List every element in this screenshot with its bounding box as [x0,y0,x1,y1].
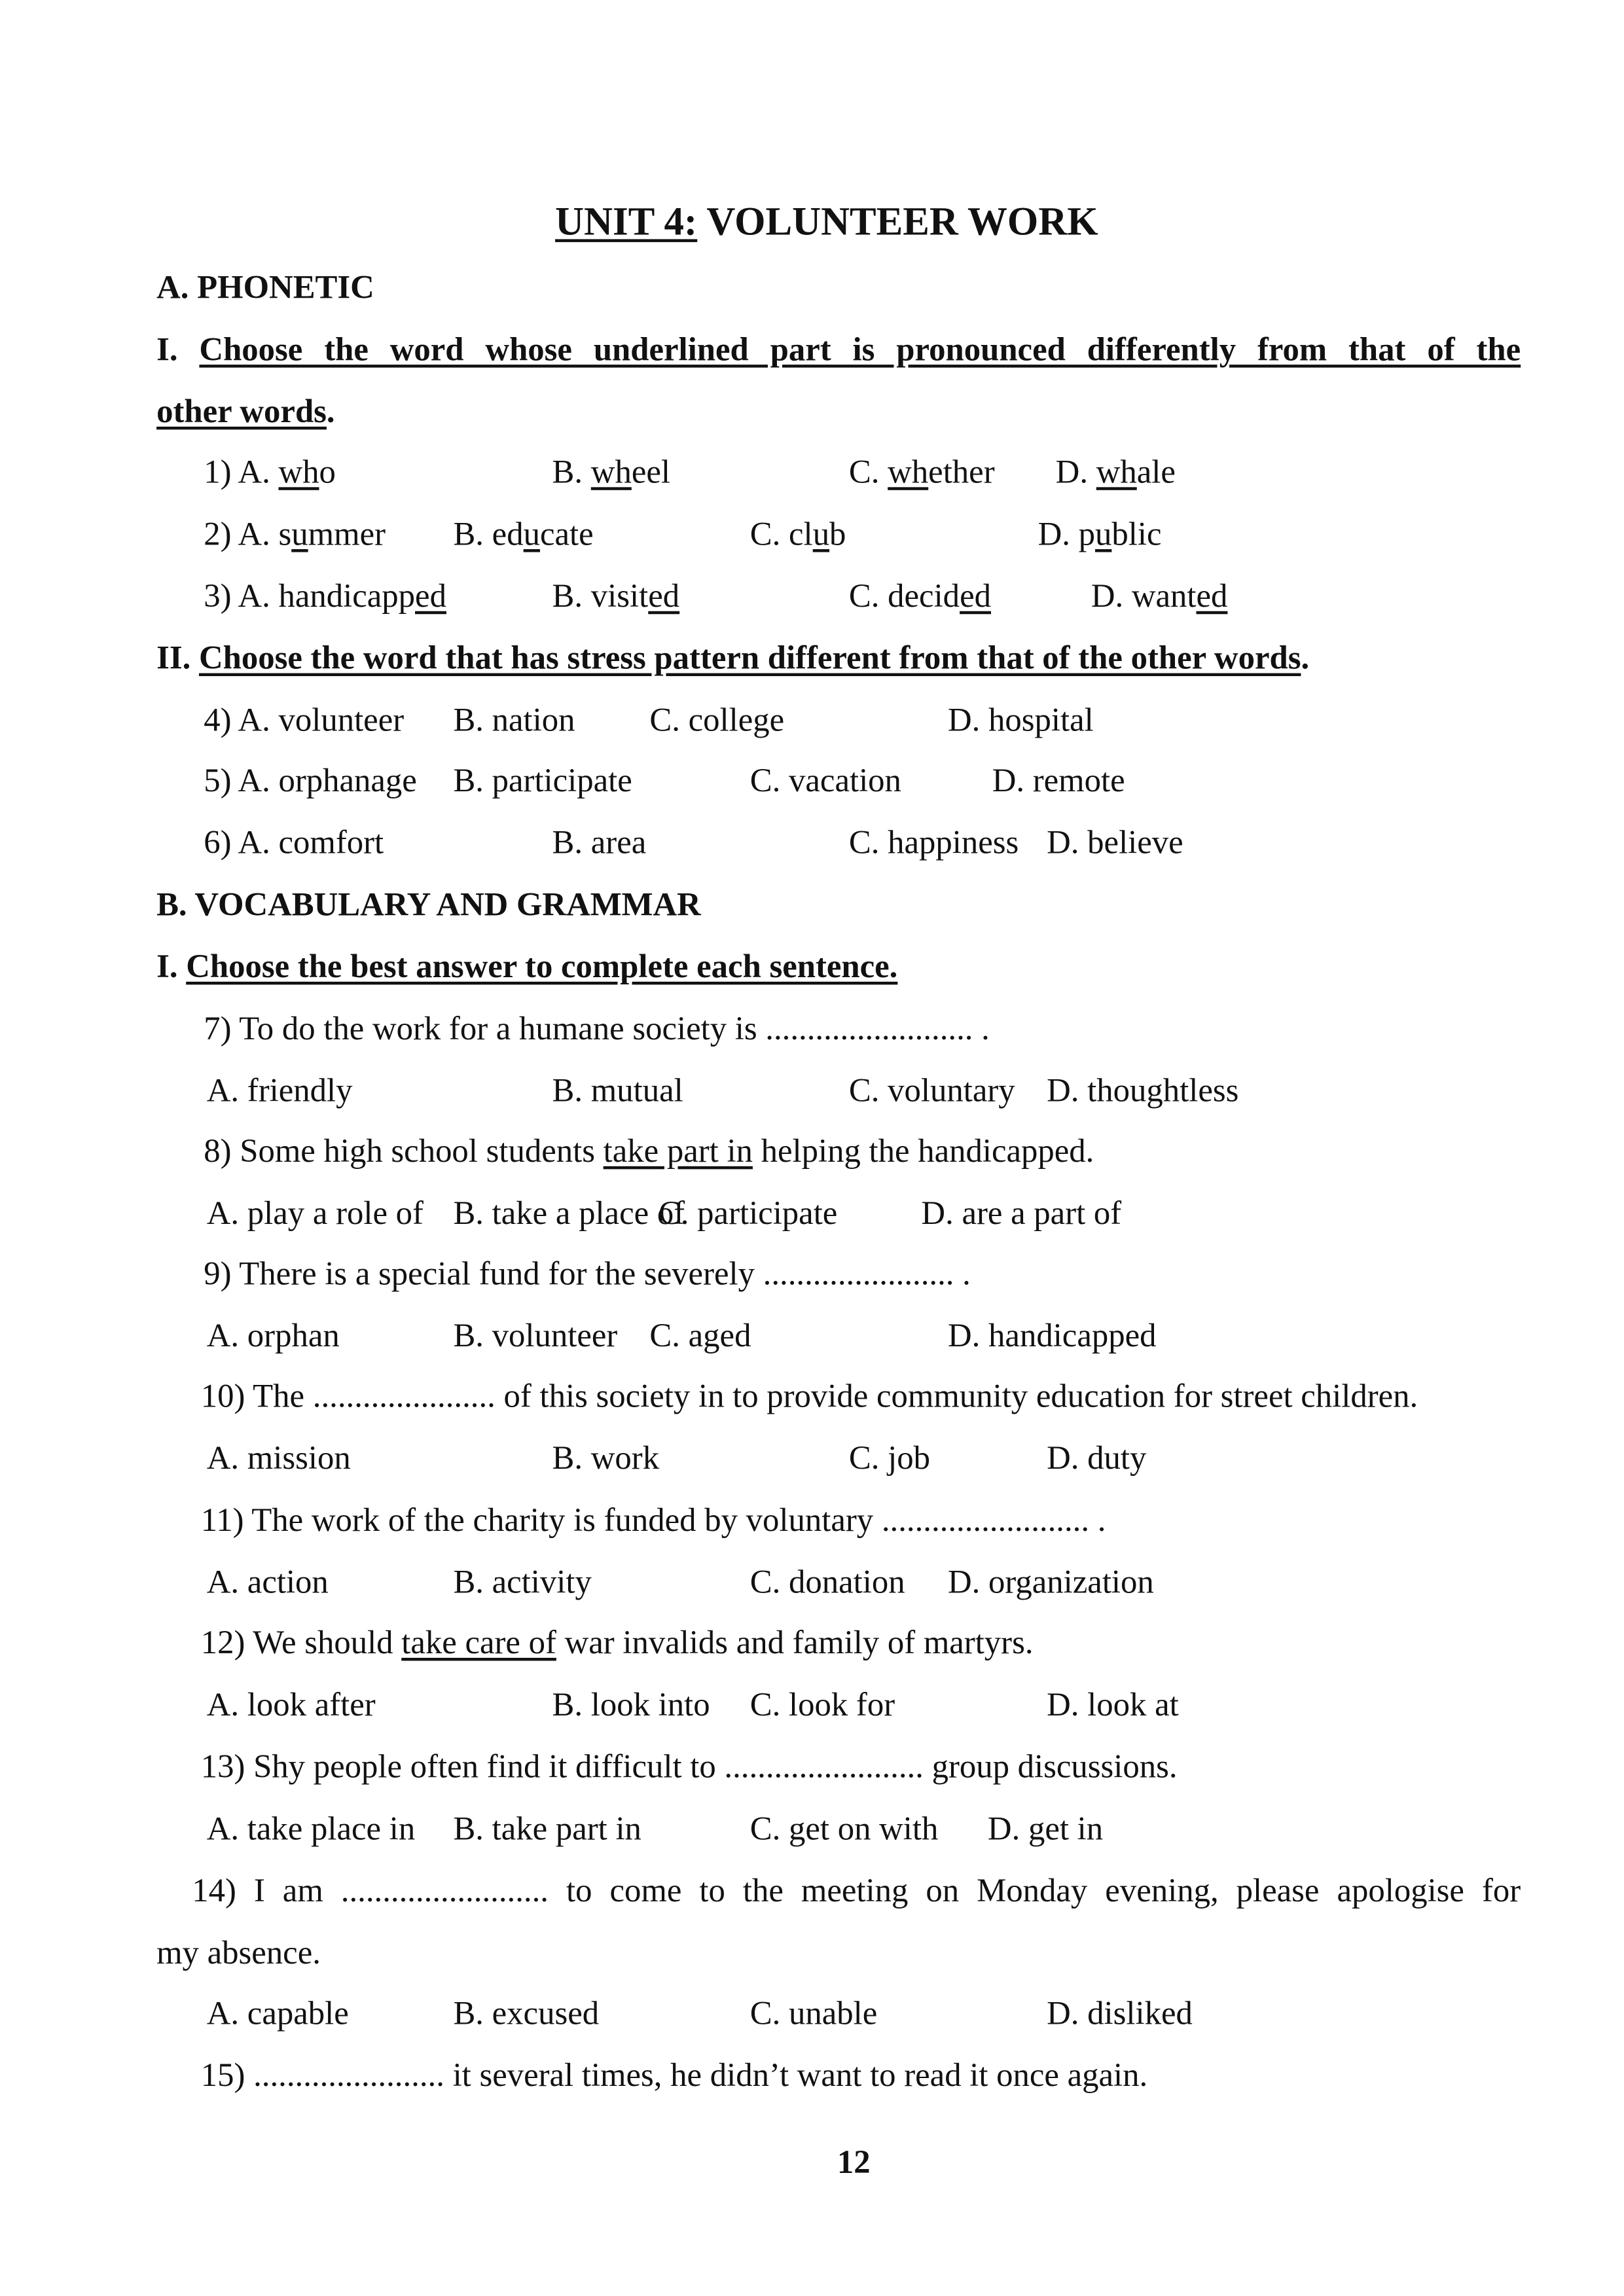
answer-option [204,700,404,741]
answer-option: A. mission [206,1439,351,1477]
answer-option: C. voluntary [848,1071,1015,1109]
question-text-start: 10) The ...................... of this society in to provide community education for street children. [200,1377,1418,1414]
answer-option: D. organization [948,1563,1154,1600]
underlined-part: u [523,515,540,552]
word-part: want [1131,577,1197,615]
question-text-end: helping the handicapped. [752,1132,1094,1170]
answer-option [849,576,991,617]
question-text [204,1009,990,1050]
question-text-continued: my absence. [156,1933,321,1971]
answer-option: A. friendly [206,1071,353,1109]
question-text-end: war invalids and family of martyrs. [556,1624,1034,1661]
section-a-heading: A. PHONETIC [156,268,374,306]
answer-option [204,514,386,555]
answer-option [204,822,384,863]
underlined-part: u [291,515,308,552]
instruction-text: Choose the word that has stress pattern different from that of the other words [198,639,1301,677]
answer-option: D. disliked [1047,1994,1193,2032]
option-text: A. orphanage [238,761,417,799]
question-text [201,1746,1178,1787]
part-a1-instruction-line1 [156,329,1521,370]
answer-option: B. work [552,1439,660,1477]
answer-option [849,822,1019,863]
option-letter: D. [1038,515,1070,552]
part-label: II. [156,639,199,677]
answer-option [453,514,593,555]
page-number: 12 [837,2143,871,2181]
underlined-part: ed [648,577,680,615]
instruction-text: Choose the word whose underlined part is pronounced differently from that of the [199,331,1521,368]
underlined-phrase: take care of [401,1624,556,1661]
answer-option [992,761,1125,802]
option-letter: C. [848,453,880,490]
word-part: handicapp [278,577,416,615]
option-letter: C. [848,577,880,615]
option-text: C. college [649,701,785,738]
part-label: I. [156,948,187,985]
underlined-part: ed [960,577,992,615]
option-text: B. area [552,823,647,861]
answer-option: C. donation [749,1563,905,1600]
question-number: 3) [204,577,232,615]
answer-option: C. aged [649,1316,751,1354]
unit-title [555,201,1098,242]
option-text: A. volunteer [238,701,405,738]
option-text: B. participate [453,761,632,799]
option-letter: B. [453,515,484,552]
question-text [201,2055,1147,2096]
answer-option [204,452,336,493]
option-text: D. remote [992,761,1125,799]
answer-option [204,576,446,617]
word-part: blic [1111,515,1162,552]
option-letter: B. [552,577,583,615]
question-number: 1) [204,453,232,490]
option-letter: C. [749,515,781,552]
underlined-part: u [812,515,830,552]
unit-name: VOLUNTEER WORK [697,199,1098,244]
question-text-start: 8) Some high school students [204,1132,604,1170]
part-b1-instruction [156,946,897,988]
answer-option: A. capable [206,1994,349,2032]
question-number: 4) [204,701,232,738]
underlined-part: u [1095,515,1112,552]
word-part: visit [590,577,649,615]
answer-option: C. participate [658,1194,838,1232]
answer-option: A. take place in [206,1810,416,1847]
answer-option: B. volunteer [453,1316,618,1354]
question-text-start: 7) To do the work for a humane society is ......................... . [204,1009,990,1047]
part-a1-instruction-line2 [156,391,335,433]
answer-option: B. activity [453,1563,592,1600]
answer-option [750,514,846,555]
word-part: cl [789,515,813,552]
answer-option [1056,452,1176,493]
underlined-part: wh [278,453,319,490]
word-part: eel [631,453,670,490]
answer-option: C. unable [749,1994,878,2032]
option-letter: A. [238,453,270,490]
answer-option [1091,576,1228,617]
question-number: 2) [204,515,232,552]
answer-option [552,452,670,493]
section-b-heading: B. VOCABULARY AND GRAMMAR [156,886,701,923]
underlined-part: wh [888,453,929,490]
answer-option [453,700,575,741]
answer-option [649,700,784,741]
option-letter: A. [238,577,270,615]
word-part: b [829,515,846,552]
answer-option: A. action [206,1563,329,1600]
word-part: ed [492,515,524,552]
option-text: D. believe [1047,823,1183,861]
word-part: decid [888,577,960,615]
instruction-end: . [326,392,335,430]
answer-option: B. look into [552,1685,710,1723]
question-number: 5) [204,761,232,799]
answer-option [552,822,647,863]
answer-option [552,576,680,617]
answer-option: B. take a place of [453,1194,685,1232]
question-text: 14) I am ......................... to come to the meeting on Monday evening, please apologise for [192,1871,1521,1909]
answer-option: A. play a role of [206,1194,424,1232]
answer-option [1047,822,1183,863]
option-text: D. hospital [948,701,1094,738]
answer-option: D. thoughtless [1047,1071,1239,1109]
word-part: ale [1136,453,1176,490]
instruction-text: Choose the best answer to complete each sentence. [186,948,898,985]
answer-option [948,700,1094,741]
unit-number: UNIT 4: [555,199,698,244]
option-letter: B. [552,453,583,490]
question-text [201,1500,1106,1541]
part-label: I. [156,331,200,368]
option-text: C. vacation [749,761,901,799]
underlined-part: wh [590,453,632,490]
option-text: C. happiness [848,823,1019,861]
answer-option: B. take part in [453,1810,641,1847]
answer-option: D. are a part of [921,1194,1122,1232]
question-text [201,1376,1418,1417]
answer-option [849,452,995,493]
option-text: A. comfort [238,823,384,861]
answer-option [453,761,632,802]
answer-option: D. get in [987,1810,1104,1847]
word-part: mmer [308,515,386,552]
underlined-part: wh [1096,453,1137,490]
instruction-text: other words [156,392,327,430]
word-part: ether [928,453,995,490]
answer-option: C. job [848,1439,931,1477]
answer-option: D. duty [1047,1439,1147,1477]
word-part: p [1078,515,1096,552]
question-text [201,1623,1034,1664]
question-text-start: 11) The work of the charity is funded by voluntary ......................... . [200,1501,1106,1539]
answer-option [750,761,901,802]
underlined-part: ed [1196,577,1228,615]
question-text [204,1253,971,1295]
answer-option: D. look at [1047,1685,1179,1723]
option-letter: D. [1055,453,1089,490]
question-text-start: 12) We should [200,1624,402,1661]
answer-option: A. look after [206,1685,376,1723]
answer-option: D. handicapped [948,1316,1157,1354]
underlined-phrase: take part in [603,1132,753,1170]
option-letter: A. [238,515,270,552]
answer-option [1038,514,1162,555]
option-text: B. nation [453,701,575,738]
word-part: o [319,453,336,490]
part-a2-instruction [156,637,1309,679]
instruction-end: . [1301,639,1310,677]
answer-option: B. mutual [552,1071,683,1109]
answer-option [204,761,417,802]
question-number: 6) [204,823,232,861]
answer-option: C. get on with [749,1810,939,1847]
answer-option: C. look for [749,1685,895,1723]
option-letter: D. [1091,577,1124,615]
underlined-part: ed [415,577,446,615]
question-text [204,1131,1094,1172]
question-text-start: 15) ....................... it several times, he didn’t want to read it once again. [200,2056,1148,2094]
answer-option: B. excused [453,1994,600,2032]
question-text-start: 9) There is a special fund for the severely ....................... . [204,1255,971,1292]
word-part: cate [539,515,594,552]
word-part: s [278,515,292,552]
question-text-start: 13) Shy people often find it difficult to ........................ group discussions. [200,1748,1178,1785]
answer-option: A. orphan [206,1316,340,1354]
